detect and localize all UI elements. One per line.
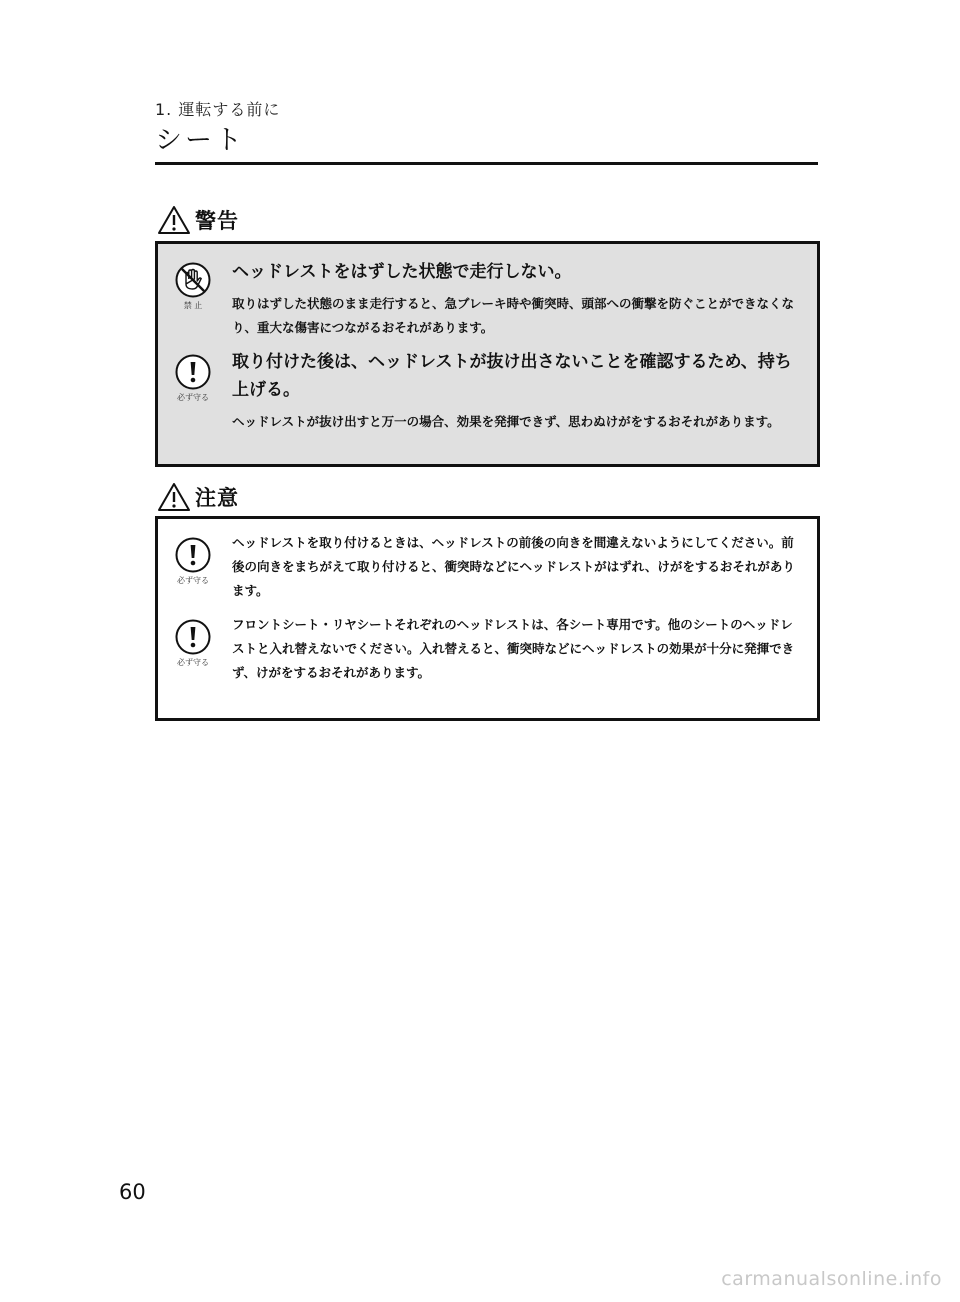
warning-heading-label: 警告: [195, 209, 239, 233]
warning-heading: [157, 205, 239, 235]
caution-box: [155, 516, 820, 721]
exclamation-icon: [175, 537, 211, 573]
caution-item-text: [232, 613, 804, 685]
symbol-caption: 必ず守る: [177, 393, 209, 402]
warning-item-body: 取りはずした状態のまま走行すると、急ブレーキ時や衝突時、頭部への衝撃を防ぐことができなくなり、重大な傷害につながるおそれがあります。: [232, 296, 795, 335]
page-number: 60: [119, 1180, 146, 1204]
warning-item-symbol: [171, 354, 215, 403]
caution-item-symbol: [171, 537, 215, 586]
prohibition-hand-icon: [175, 262, 211, 298]
section-label: 1. 運転する前に: [155, 100, 281, 119]
warning-item-text: [232, 258, 804, 340]
warning-item-title: ヘッドレストをはずした状態で走行しない。: [232, 262, 572, 282]
caution-heading: [157, 482, 239, 512]
caution-item-body: ヘッドレストを取り付けるときは、ヘッドレストの前後の向きを間違えないようにしてください。前後の向きをまちがえて取り付けると、衝突時などにヘッドレストがはずれ、けがをするおそれがあります。: [232, 535, 795, 598]
exclamation-icon: [175, 354, 211, 390]
watermark: carmanualsonline.info: [721, 1268, 942, 1290]
caution-item-text: [232, 531, 804, 603]
warning-item-symbol: [171, 262, 215, 311]
title-divider: [155, 162, 818, 165]
caution-item-symbol: [171, 619, 215, 668]
page-header: [155, 100, 817, 158]
caution-heading-label: 注意: [195, 486, 239, 510]
exclamation-icon: [175, 619, 211, 655]
warning-item-text: [232, 348, 804, 434]
caution-item-body: フロントシート・リヤシートそれぞれのヘッドレストは、各シート専用です。他のシートのヘッドレストと入れ替えないでください。入れ替えると、衝突時などにヘッドレストの効果が十分に発揮できず、けがをするおそれがあります。: [232, 617, 795, 680]
symbol-caption: 必ず守る: [177, 658, 209, 667]
symbol-caption: 禁 止: [183, 301, 203, 310]
warning-item-title: 取り付けた後は、ヘッドレストが抜け出さないことを確認するため、持ち上げる。: [232, 352, 792, 400]
warning-item-body: ヘッドレストが抜け出すと万一の場合、効果を発揮できず、思わぬけがをするおそれがあります。: [232, 414, 780, 429]
warning-box: [155, 241, 820, 467]
warning-triangle-icon: [157, 205, 191, 235]
page-title: シート: [155, 125, 245, 156]
caution-triangle-icon: [157, 482, 191, 512]
symbol-caption: 必ず守る: [177, 576, 209, 585]
